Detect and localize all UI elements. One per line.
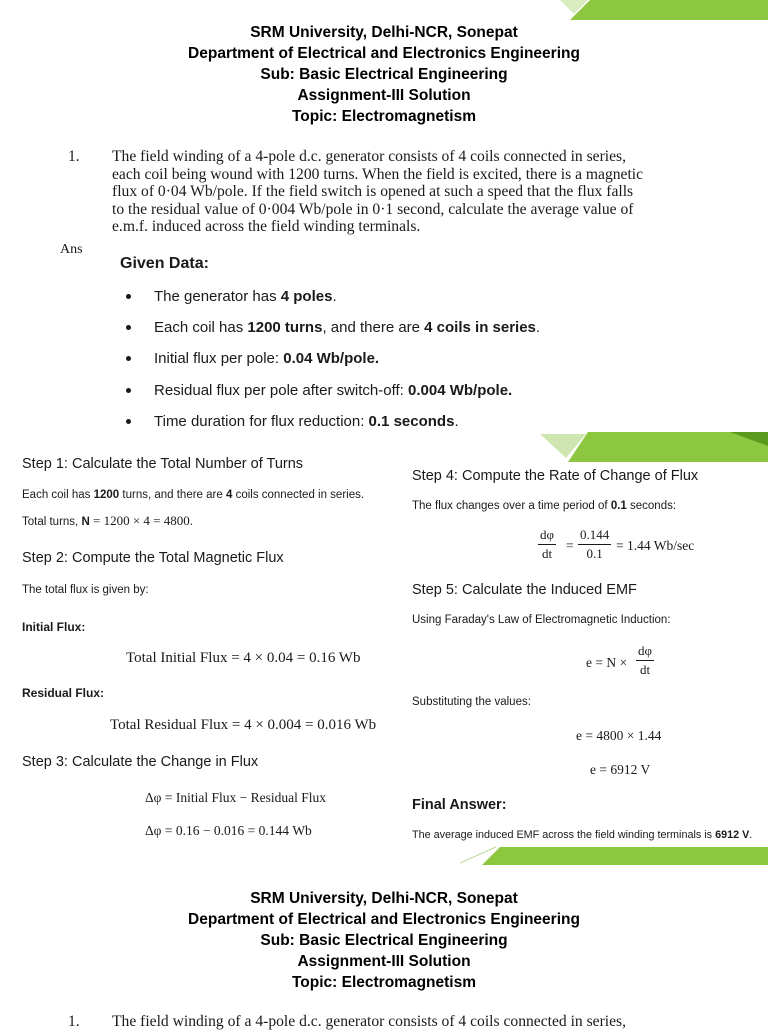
assignment-title: Assignment-III Solution — [297, 953, 471, 970]
assignment-title: Assignment-III Solution — [297, 87, 471, 104]
answer-label: Ans — [60, 242, 83, 257]
faraday-formula-fraction: $\frac{d\varphi}{dt}$ — [638, 643, 653, 677]
step1-title: Step 1: Calculate the Total Number of Turns — [22, 456, 304, 472]
initial-flux-equation: Total Initial Flux = 4 × 0.04 = 0.16 Wb — [126, 650, 361, 666]
given-data-title: Given Data: — [120, 255, 209, 272]
document-header-repeat — [0, 888, 768, 993]
question-line: e.m.f. induced across the field winding terminals. — [112, 218, 421, 235]
emf-substitution: e = 4800 × 1.44 — [576, 728, 662, 743]
green-accent-top-right — [560, 0, 768, 20]
green-accent-bottom — [460, 843, 768, 865]
question-line: to the residual value of 0·004 Wb/pole in 0·1 second, calculate the average value of — [112, 200, 634, 218]
step1-line1: Each coil has 1200 turns, and there are 4 coils connected in series. — [22, 489, 365, 501]
step5-intro: Using Faraday's Law of Electromagnetic Induction: — [412, 614, 671, 626]
final-answer-text: The average induced EMF across the field winding terminals is 6912 V. — [412, 829, 753, 841]
rate-result: = 1.44 Wb/sec — [616, 538, 695, 553]
bullet-icon — [126, 356, 131, 361]
equals-sign: = — [566, 538, 574, 553]
step2-intro: The total flux is given by: — [22, 584, 149, 596]
university-name: SRM University, Delhi-NCR, Sonepat — [250, 24, 518, 41]
question-number-repeat: 1. — [68, 1013, 80, 1030]
green-accent-middle — [540, 432, 768, 462]
rate-rhs-fraction: $\frac{0.144}{0.1}$ — [580, 527, 610, 561]
step4-intro: The flux changes over a time period of 0.1 seconds: — [412, 500, 677, 512]
initial-flux-label: Initial Flux: — [22, 620, 86, 634]
bullet-icon — [126, 294, 131, 299]
question-text — [112, 148, 754, 236]
bullet-icon — [126, 419, 131, 424]
bullet-icon — [126, 388, 131, 393]
topic-title: Topic: Electromagnetism — [291, 974, 477, 991]
emf-result: e = 6912 V — [590, 762, 651, 777]
department-name: Department of Electrical and Electronics Engineering — [188, 45, 580, 62]
final-answer-title: Final Answer: — [412, 797, 507, 813]
substitution-label: Substituting the values: — [412, 696, 531, 708]
step5-title: Step 5: Calculate the Induced EMF — [412, 582, 637, 598]
change-in-flux-result: Δφ = 0.16 − 0.016 = 0.144 Wb — [145, 823, 312, 838]
document-header — [0, 22, 768, 127]
step4-title: Step 4: Compute the Rate of Change of Flux — [412, 468, 699, 484]
question-number: 1. — [68, 148, 80, 165]
subject-name: Sub: Basic Electrical Engineering — [260, 66, 508, 83]
step3-title: Step 3: Calculate the Change in Flux — [22, 754, 259, 770]
residual-flux-equation: Total Residual Flux = 4 × 0.004 = 0.016 Wb — [110, 717, 377, 733]
step1-line2: Total turns, N = 1200 × 4 = 4800. — [22, 513, 194, 528]
faraday-formula-lhs: e = N × — [586, 655, 628, 670]
question-line: The field winding of a 4-pole d.c. generator consists of 4 coils connected in series, — [112, 148, 627, 165]
subject-name: Sub: Basic Electrical Engineering — [260, 932, 508, 949]
change-in-flux-equation: Δφ = Initial Flux − Residual Flux — [145, 790, 326, 805]
university-name: SRM University, Delhi-NCR, Sonepat — [250, 890, 518, 907]
rate-lhs-fraction: $\frac{d\varphi}{dt}$ — [540, 527, 555, 561]
step2-title: Step 2: Compute the Total Magnetic Flux — [22, 550, 284, 566]
department-name: Department of Electrical and Electronics Engineering — [188, 911, 580, 928]
question-line: flux of 0·04 Wb/pole. If the field switch is opened at such a speed that the flux falls — [112, 183, 634, 200]
question-line: each coil being wound with 1200 turns. When the field is excited, there is a magnetic — [112, 165, 644, 183]
residual-flux-label: Residual Flux: — [22, 686, 105, 700]
question-text-repeat: The field winding of a 4-pole d.c. generator consists of 4 coils connected in series, — [112, 1013, 627, 1030]
bullet-icon — [126, 325, 131, 330]
topic-title: Topic: Electromagnetism — [291, 108, 477, 125]
